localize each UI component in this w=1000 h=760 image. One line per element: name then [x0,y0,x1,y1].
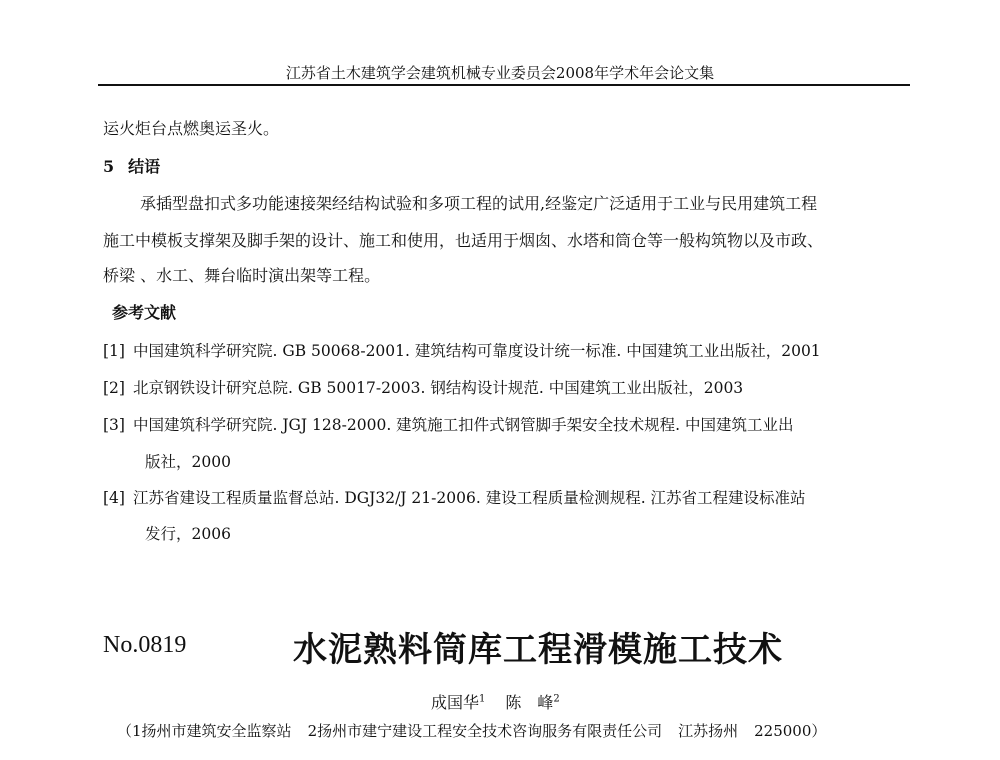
author-affiliation-mark: 2 [553,693,560,705]
conclusion-line: 桥梁 、水工、舞台临时演出架等工程。 [103,266,381,285]
reference-item [103,413,794,435]
section-number: 5 [103,157,115,176]
carryover-paragraph: 运火炬台点燃奥运圣火。 [103,119,280,138]
conclusion-line: 承插型盘扣式多功能速接架经结构试验和多项工程的试用,经鉴定广泛适用于工业与民用建筑工程 [140,194,818,213]
reference-number: [3] [103,416,125,434]
header-rule [98,84,910,86]
author-name: 成国华 [431,693,480,712]
affiliation-2: 2扬州市建宁建设工程安全技术咨询服务有限责任公司 [307,722,663,740]
reference-text: 中国建筑科学研究院. GB 50068-2001. 建筑结构可靠度设计统一标准. 中国建筑工业出版社，2001 [132,342,821,360]
reference-continuation: 版社，2000 [145,453,231,471]
references-heading: 参考文献 [112,303,177,322]
running-header: 江苏省土木建筑学会建筑机械专业委员会2008年学术年会论文集 [285,64,715,82]
reference-number: [1] [103,342,125,360]
affiliation-city: 江苏扬州 [678,722,739,740]
reference-text: 北京钢铁设计研究总院. GB 50017-2003. 钢结构设计规范. 中国建筑工业出版社，2003 [132,379,744,397]
affiliation-1: 1扬州市建筑安全监察站 [132,722,292,740]
reference-item [103,339,821,361]
reference-number: [2] [103,379,125,397]
conclusion-line: 施工中模板支撑架及脚手架的设计、施工和使用，也适用于烟囱、水塔和筒仓等一般构筑物以及市政、 [103,231,824,250]
paper-number: No.0819 [103,632,187,658]
reference-text: 江苏省建设工程质量监督总站. DGJ32/J 21-2006. 建设工程质量检测规程. 江苏省工程建设标准站 [132,489,806,507]
author-line [431,690,560,713]
author-name: 陈 峰 [505,693,554,712]
reference-item [103,376,743,398]
reference-continuation: 发行，2006 [145,525,231,543]
paper-title: 水泥熟料筒库工程滑模施工技术 [293,630,783,670]
author-affiliation-mark: 1 [479,693,486,705]
section-heading [103,154,160,177]
affiliation-postcode: 225000 [754,722,812,740]
section-title: 结语 [128,157,161,176]
reference-number: [4] [103,489,125,507]
affiliation-line: （1扬州市建筑安全监察站 2扬州市建宁建设工程安全技术咨询服务有限责任公司 江苏扬州 225000） [117,722,827,740]
reference-item [103,486,806,508]
reference-text: 中国建筑科学研究院. JGJ 128-2000. 建筑施工扣件式钢管脚手架安全技术规程. 中国建筑工业出 [132,416,794,434]
